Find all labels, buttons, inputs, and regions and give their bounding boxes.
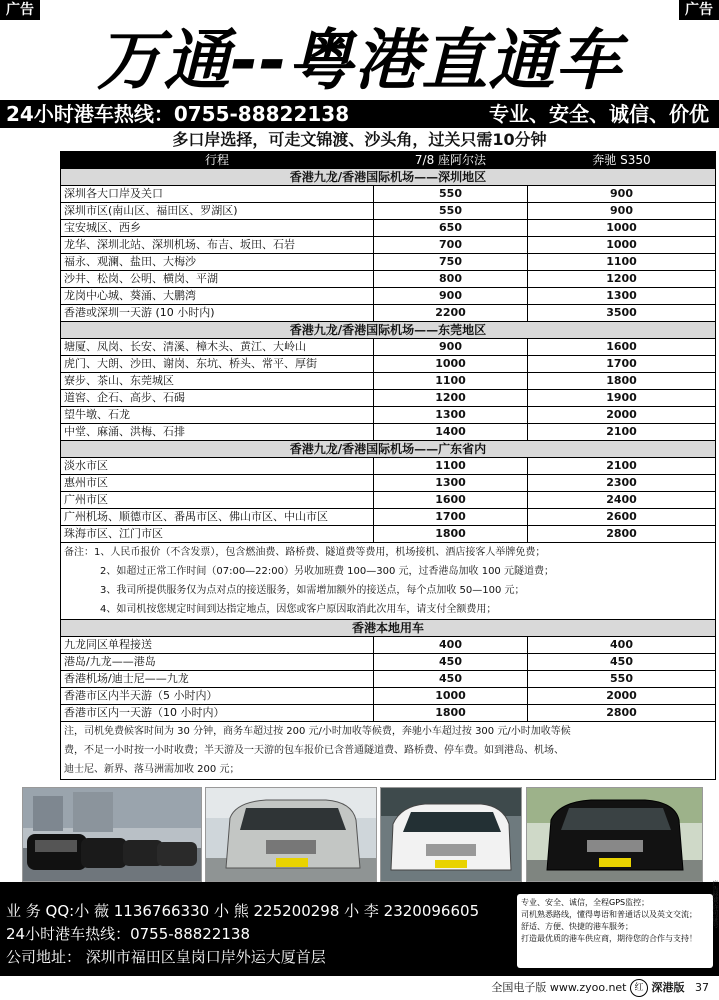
ad-tag-right: 广告 bbox=[679, 0, 719, 20]
table-row bbox=[61, 671, 716, 688]
benz-price-cell: 1900 bbox=[528, 390, 716, 407]
alphard-price-cell: 1300 bbox=[374, 475, 528, 492]
alphard-price-cell: 700 bbox=[374, 237, 528, 254]
route-cell: 广州机场、顺德市区、番禺市区、佛山市区、中山市区 bbox=[61, 509, 374, 526]
notes-row bbox=[61, 543, 716, 620]
ad-tag-left: 广告 bbox=[0, 0, 40, 20]
hotline-text: 24小时港车热线：0755-88822138 bbox=[6, 102, 350, 126]
section-title: 香港九龙/香港国际机场——深圳地区 bbox=[61, 169, 716, 186]
note-line: 备注：1、人民币报价（不含发票），包含燃油费、路桥费、隧道费等费用，机场接机、酒店接客人举牌免费； bbox=[64, 547, 546, 558]
service-item: 舒适、方便、快捷的港车服务； bbox=[521, 922, 633, 931]
table-row bbox=[61, 705, 716, 722]
table-row bbox=[61, 424, 716, 441]
table-row bbox=[61, 356, 716, 373]
photo-black-van bbox=[526, 787, 703, 882]
alphard-price-cell: 1400 bbox=[374, 424, 528, 441]
benz-price-cell: 2400 bbox=[528, 492, 716, 509]
table-row bbox=[61, 475, 716, 492]
photo-silver-van bbox=[205, 787, 377, 882]
route-cell: 塘厦、凤岗、长安、清溪、樟木头、黄江、大岭山 bbox=[61, 339, 374, 356]
benz-price-cell: 900 bbox=[528, 186, 716, 203]
alphard-price-cell: 450 bbox=[374, 671, 528, 688]
benz-price-cell: 2100 bbox=[528, 458, 716, 475]
header-benz: 奔驰 S350 bbox=[528, 152, 716, 169]
hotline-bar bbox=[0, 100, 719, 128]
route-cell: 深圳各大口岸及关口 bbox=[61, 186, 374, 203]
note-line: 2、如超过正常工作时间（07:00—22:00）另收加班费 100—300 元，过香港岛加收 100 元隧道费； bbox=[100, 566, 554, 577]
table-row bbox=[61, 271, 716, 288]
slogan-text: 专业、安全、诚信、价优 bbox=[489, 102, 709, 126]
route-cell: 珠海市区、江门市区 bbox=[61, 526, 374, 543]
photo-white-van bbox=[380, 787, 522, 882]
table-row bbox=[61, 203, 716, 220]
table-row bbox=[61, 492, 716, 509]
note-line: 费，不足一小时按一小时收费；半天游及一天游的包车报价已含普通隧道费、路桥费、停车费。如到港岛、机场、 bbox=[64, 745, 564, 756]
contact-hotline: 24小时港车热线：0755-88822138 bbox=[6, 925, 251, 943]
section-header-row bbox=[61, 322, 716, 339]
note-line: 注，司机免费候客时间为 30 分钟，商务车超过按 200 元/小时加收等候费，奔驰小车超过按 300 元/小时加收等候 bbox=[64, 726, 571, 737]
table-row bbox=[61, 654, 716, 671]
alphard-price-cell: 900 bbox=[374, 339, 528, 356]
route-cell: 福永、观澜、盐田、大梅沙 bbox=[61, 254, 374, 271]
benz-price-cell: 1300 bbox=[528, 288, 716, 305]
route-cell: 龙华、深圳北站、深圳机场、布吉、坂田、石岩 bbox=[61, 237, 374, 254]
alphard-price-cell: 550 bbox=[374, 203, 528, 220]
alphard-price-cell: 1100 bbox=[374, 373, 528, 390]
table-row bbox=[61, 390, 716, 407]
benz-price-cell: 450 bbox=[528, 654, 716, 671]
route-cell: 虎门、大朗、沙田、谢岗、东坑、桥头、常平、厚街 bbox=[61, 356, 374, 373]
alphard-price-cell: 450 bbox=[374, 654, 528, 671]
alphard-price-cell: 650 bbox=[374, 220, 528, 237]
table-row bbox=[61, 237, 716, 254]
header-alphard: 7/8 座阿尔法 bbox=[374, 152, 528, 169]
alphard-price-cell: 1300 bbox=[374, 407, 528, 424]
route-cell: 香港市区内一天游（10 小时内） bbox=[61, 705, 374, 722]
contact-qq: 业 务 QQ:小 薇 1136766330 小 熊 225200298 小 李 2320096605 bbox=[6, 902, 480, 920]
alphard-price-cell: 1600 bbox=[374, 492, 528, 509]
benz-price-cell: 400 bbox=[528, 637, 716, 654]
alphard-price-cell: 1800 bbox=[374, 705, 528, 722]
route-cell: 龙岗中心城、葵涌、大鹏湾 bbox=[61, 288, 374, 305]
table-row bbox=[61, 637, 716, 654]
table-row bbox=[61, 186, 716, 203]
note-line: 迪士尼、新界、落马洲需加收 200 元； bbox=[64, 764, 240, 775]
price-table bbox=[60, 151, 716, 780]
section-header-row bbox=[61, 169, 716, 186]
benz-price-cell: 2600 bbox=[528, 509, 716, 526]
alphard-price-cell: 1100 bbox=[374, 458, 528, 475]
alphard-price-cell: 800 bbox=[374, 271, 528, 288]
alphard-price-cell: 2200 bbox=[374, 305, 528, 322]
route-cell: 淡水市区 bbox=[61, 458, 374, 475]
alphard-price-cell: 1000 bbox=[374, 356, 528, 373]
route-cell: 中堂、麻涌、洪梅、石排 bbox=[61, 424, 374, 441]
benz-price-cell: 2000 bbox=[528, 407, 716, 424]
route-cell: 九龙同区单程接送 bbox=[61, 637, 374, 654]
route-cell: 香港市区内半天游（5 小时内） bbox=[61, 688, 374, 705]
route-cell: 惠州市区 bbox=[61, 475, 374, 492]
side-license-text: 广告经营许可证号 bbox=[711, 880, 718, 928]
benz-price-cell: 2800 bbox=[528, 526, 716, 543]
benz-price-cell: 1000 bbox=[528, 237, 716, 254]
benz-price-cell: 3500 bbox=[528, 305, 716, 322]
alphard-price-cell: 400 bbox=[374, 637, 528, 654]
route-cell: 香港或深圳一天游 (10 小时内) bbox=[61, 305, 374, 322]
benz-price-cell: 1600 bbox=[528, 339, 716, 356]
notes-cell bbox=[61, 543, 716, 620]
alphard-price-cell: 1000 bbox=[374, 688, 528, 705]
table-row bbox=[61, 339, 716, 356]
photo-fleet bbox=[22, 787, 202, 882]
alphard-price-cell: 550 bbox=[374, 186, 528, 203]
alphard-price-cell: 1800 bbox=[374, 526, 528, 543]
note-line: 4、如司机按您规定时间到达指定地点，因您或客户原因取消此次用车，请支付全额费用； bbox=[100, 604, 497, 615]
benz-price-cell: 2800 bbox=[528, 705, 716, 722]
services-box bbox=[517, 894, 713, 968]
section-header-row bbox=[61, 441, 716, 458]
table-header-row bbox=[61, 152, 716, 169]
service-item: 司机熟悉路线，懂得粤语和普通话以及英文交流； bbox=[521, 910, 697, 919]
footer-site: 全国电子版 www.zyoo.net bbox=[491, 981, 627, 994]
section-title: 香港九龙/香港国际机场——广东省内 bbox=[61, 441, 716, 458]
benz-price-cell: 550 bbox=[528, 671, 716, 688]
notes-cell bbox=[61, 722, 716, 780]
table-row bbox=[61, 305, 716, 322]
route-cell: 宝安城区、西乡 bbox=[61, 220, 374, 237]
table-row bbox=[61, 288, 716, 305]
section-title: 香港九龙/香港国际机场——东莞地区 bbox=[61, 322, 716, 339]
route-cell: 香港机场/迪士尼——九龙 bbox=[61, 671, 374, 688]
table-row bbox=[61, 458, 716, 475]
alphard-price-cell: 750 bbox=[374, 254, 528, 271]
footer-page-number: 37 bbox=[695, 981, 709, 994]
table-row bbox=[61, 407, 716, 424]
note-line: 3、我司所提供服务仅为点对点的接送服务，如需增加额外的接送点，每个点加收 50—100 元； bbox=[100, 585, 525, 596]
page-footer bbox=[491, 978, 709, 998]
benz-price-cell: 900 bbox=[528, 203, 716, 220]
service-item: 打造最优质的港车供应商，期待您的合作与支持！ bbox=[521, 934, 697, 943]
table-row bbox=[61, 688, 716, 705]
route-cell: 深圳市区(南山区、福田区、罗湖区) bbox=[61, 203, 374, 220]
benz-price-cell: 1700 bbox=[528, 356, 716, 373]
alphard-price-cell: 1700 bbox=[374, 509, 528, 526]
benz-price-cell: 1200 bbox=[528, 271, 716, 288]
table-row bbox=[61, 526, 716, 543]
contact-block bbox=[0, 882, 719, 976]
route-cell: 广州市区 bbox=[61, 492, 374, 509]
benz-price-cell: 2100 bbox=[528, 424, 716, 441]
subhead: 多口岸选择，可走文锦渡、沙头角，过关只需10分钟 bbox=[172, 130, 547, 149]
route-cell: 港岛/九龙——港岛 bbox=[61, 654, 374, 671]
route-cell: 寮步、茶山、东莞城区 bbox=[61, 373, 374, 390]
benz-price-cell: 2000 bbox=[528, 688, 716, 705]
section-title: 香港本地用车 bbox=[61, 620, 716, 637]
contact-address: 公司地址： 深圳市福田区皇岗口岸外运大厦首层 bbox=[6, 948, 326, 966]
benz-price-cell: 1000 bbox=[528, 220, 716, 237]
main-title: 万通--粤港直通车 bbox=[96, 22, 623, 99]
notes-row bbox=[61, 722, 716, 780]
header-route: 行程 bbox=[61, 152, 374, 169]
footer-badge: 红 bbox=[630, 979, 648, 997]
table-row bbox=[61, 373, 716, 390]
footer-edition: 深港版 bbox=[651, 981, 685, 994]
benz-price-cell: 2300 bbox=[528, 475, 716, 492]
benz-price-cell: 1100 bbox=[528, 254, 716, 271]
section-header-row bbox=[61, 620, 716, 637]
route-cell: 沙井、松岗、公明、横岗、平湖 bbox=[61, 271, 374, 288]
alphard-price-cell: 1200 bbox=[374, 390, 528, 407]
benz-price-cell: 1800 bbox=[528, 373, 716, 390]
table-row bbox=[61, 254, 716, 271]
alphard-price-cell: 900 bbox=[374, 288, 528, 305]
table-row bbox=[61, 509, 716, 526]
service-item: 专业、安全、诚信，全程GPS监控； bbox=[521, 898, 650, 907]
route-cell: 道窖、企石、高步、石碣 bbox=[61, 390, 374, 407]
route-cell: 望牛墩、石龙 bbox=[61, 407, 374, 424]
table-row bbox=[61, 220, 716, 237]
